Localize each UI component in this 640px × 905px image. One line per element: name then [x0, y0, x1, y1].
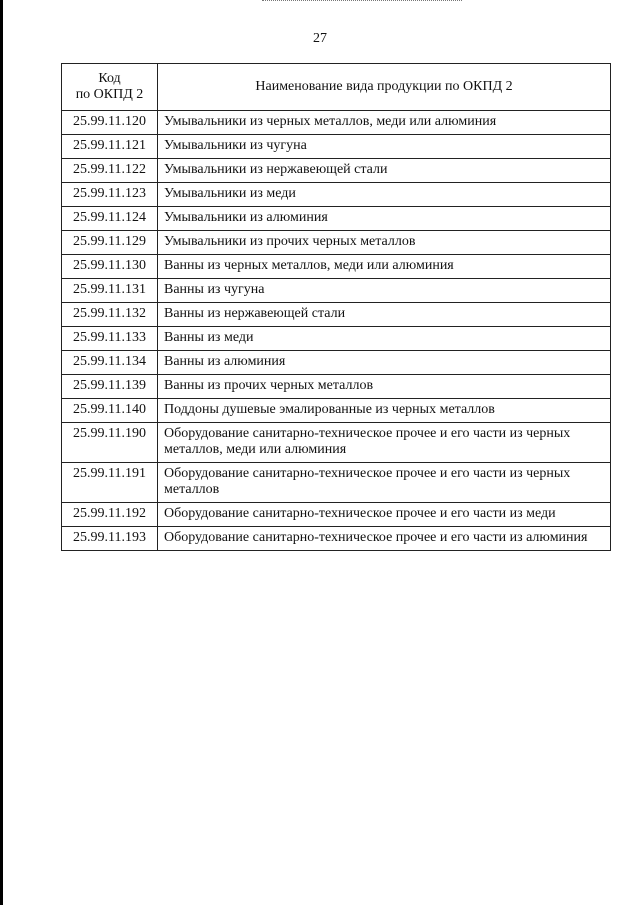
okpd-code-cell: 25.99.11.129 [62, 231, 158, 255]
scan-top-artifact [262, 0, 462, 3]
table-row [62, 111, 611, 135]
okpd-code-cell: 25.99.11.134 [62, 351, 158, 375]
product-name-cell: Ванны из чугуна [158, 279, 611, 303]
okpd-code-cell: 25.99.11.193 [62, 527, 158, 551]
okpd-code-cell: 25.99.11.140 [62, 399, 158, 423]
table-row [62, 399, 611, 423]
product-name-cell: Оборудование санитарно-техническое прочее и его части из алюминия [158, 527, 611, 551]
okpd-code-cell: 25.99.11.131 [62, 279, 158, 303]
okpd-code-cell: 25.99.11.133 [62, 327, 158, 351]
product-name-cell: Оборудование санитарно-техническое прочее и его части из черных металлов, меди или алюминия [158, 423, 611, 463]
code-header-line1: Код [98, 71, 121, 86]
okpd-code-cell: 25.99.11.190 [62, 423, 158, 463]
product-name-cell: Поддоны душевые эмалированные из черных металлов [158, 399, 611, 423]
table-row [62, 159, 611, 183]
okpd-code-cell: 25.99.11.130 [62, 255, 158, 279]
product-name-cell: Умывальники из алюминия [158, 207, 611, 231]
okpd-code-cell: 25.99.11.122 [62, 159, 158, 183]
table-row [62, 231, 611, 255]
table-row [62, 463, 611, 503]
table-row [62, 351, 611, 375]
table-body [62, 111, 611, 551]
product-name-cell: Ванны из меди [158, 327, 611, 351]
product-name-cell: Умывальники из меди [158, 183, 611, 207]
page-number: 27 [313, 31, 327, 46]
product-name-cell: Ванны из алюминия [158, 351, 611, 375]
product-name-cell: Оборудование санитарно-техническое прочее и его части из меди [158, 503, 611, 527]
product-name-cell: Умывальники из прочих черных металлов [158, 231, 611, 255]
okpd-code-cell: 25.99.11.121 [62, 135, 158, 159]
product-name-cell: Умывальники из черных металлов, меди или алюминия [158, 111, 611, 135]
table-row [62, 527, 611, 551]
table-row [62, 303, 611, 327]
product-name-cell: Ванны из прочих черных металлов [158, 375, 611, 399]
okpd-code-cell: 25.99.11.191 [62, 463, 158, 503]
product-name-cell: Оборудование санитарно-техническое прочее и его части из черных металлов [158, 463, 611, 503]
okpd-code-cell: 25.99.11.139 [62, 375, 158, 399]
okpd-code-cell: 25.99.11.192 [62, 503, 158, 527]
scan-left-edge [0, 0, 3, 905]
product-name-cell: Умывальники из чугуна [158, 135, 611, 159]
okpd-code-cell: 25.99.11.124 [62, 207, 158, 231]
name-column-header: Наименование вида продукции по ОКПД 2 [158, 64, 611, 111]
table-row [62, 207, 611, 231]
table-row [62, 279, 611, 303]
table-row [62, 183, 611, 207]
okpd-code-cell: 25.99.11.120 [62, 111, 158, 135]
table-header-row [62, 64, 611, 111]
product-name-cell: Умывальники из нержавеющей стали [158, 159, 611, 183]
okpd-code-cell: 25.99.11.132 [62, 303, 158, 327]
product-name-cell: Ванны из черных металлов, меди или алюминия [158, 255, 611, 279]
table-row [62, 135, 611, 159]
table-row [62, 375, 611, 399]
table-row [62, 503, 611, 527]
code-column-header [62, 64, 158, 111]
code-header-line2: по ОКПД 2 [75, 87, 144, 102]
table-row [62, 255, 611, 279]
table-row [62, 327, 611, 351]
table-row [62, 423, 611, 463]
product-name-cell: Ванны из нержавеющей стали [158, 303, 611, 327]
okpd-code-cell: 25.99.11.123 [62, 183, 158, 207]
okpd-table [61, 63, 611, 551]
